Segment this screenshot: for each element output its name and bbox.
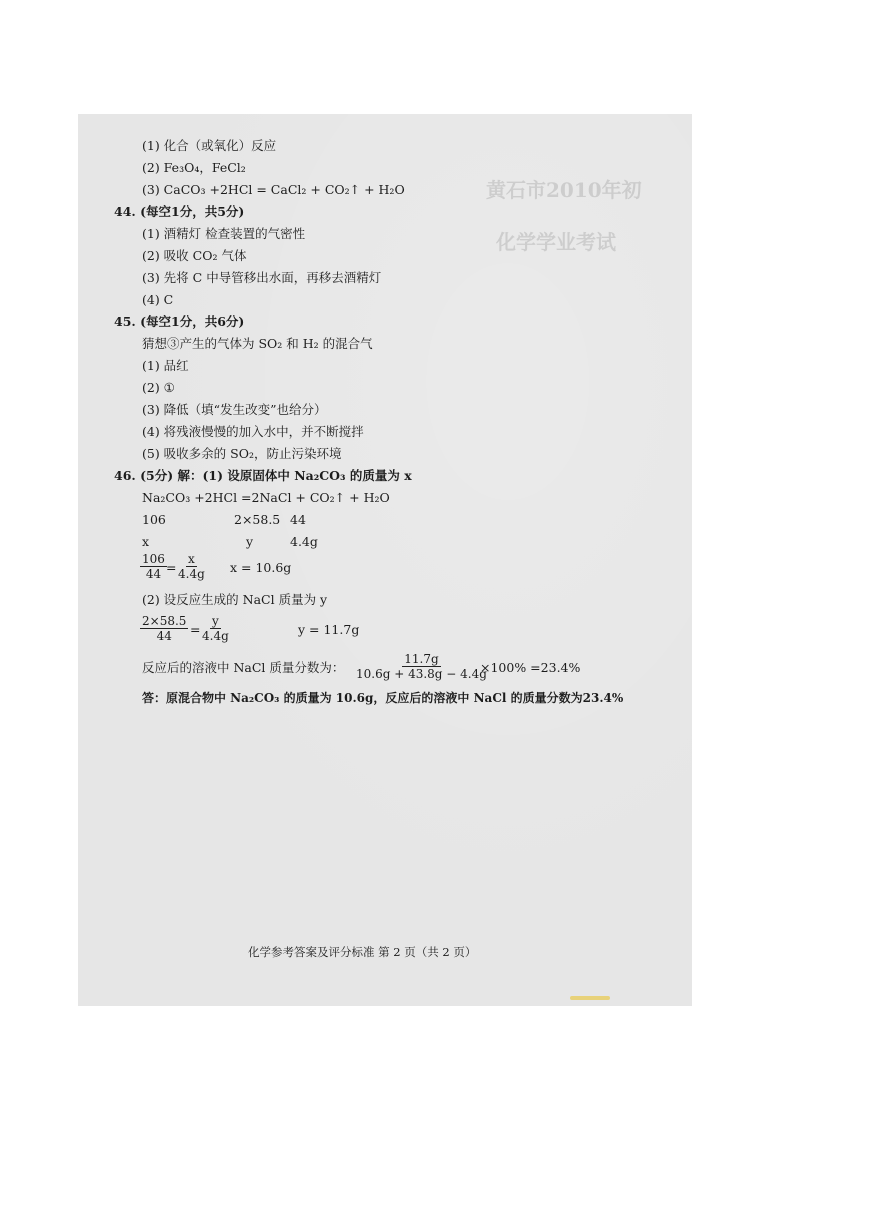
fraction-106-44 [140,552,167,581]
fraction-x-4.4g [176,552,207,581]
ratio-row1-col1: 106 [142,512,166,527]
question-45-heading: 45. (每空1分，共6分) [114,314,245,329]
answer-43-1: (1) 化合（或氧化）反应 [142,138,277,153]
fraction-denominator: 4.4g [178,567,205,581]
answer-44-4: (4) C [142,292,174,307]
ratio-row2-col1: x [142,534,150,549]
answer-46-2-setup: (2) 设反应生成的 NaCl 质量为 y [142,592,328,607]
equals-sign: = [166,560,177,575]
result-x: x = 10.6g [230,560,292,575]
fraction-numerator: 106 [142,552,165,566]
answer-45-4: (4) 将残液慢慢的加入水中，并不断搅拌 [142,424,364,439]
answer-43-3: (3) CaCO₃ +2HCl = CaCl₂ + CO₂↑ + H₂O [142,182,405,197]
page-footer: 化学参考答案及评分标准 第 2 页（共 2 页） [248,945,477,959]
ratio-row2-col2: y [246,534,254,549]
fraction-denominator: 44 [145,567,162,581]
final-answer: 答：原混合物中 Na₂CO₃ 的质量为 10.6g，反应后的溶液中 NaCl 的质量分数为23.4% [142,691,624,705]
fraction-denominator: 10.6g + 43.8g − 4.4g [356,667,487,681]
equals-sign: = [190,622,201,637]
scanned-answer-page [78,114,692,1006]
reaction-equation: Na₂CO₃ +2HCl =2NaCl + CO₂↑ + H₂O [142,490,390,505]
fraction-denominator: 44 [156,629,172,643]
answer-44-2: (2) 吸收 CO₂ 气体 [142,248,247,263]
answer-45-5: (5) 吸收多余的 SO₂，防止污染环境 [142,446,342,461]
fraction-numerator: 2×58.5 [142,614,187,628]
mass-fraction-label: 反应后的溶液中 NaCl 质量分数为： [142,660,345,675]
ratio-row2-col3: 4.4g [290,534,318,549]
answer-45-hypothesis: 猜想③产生的气体为 SO₂ 和 H₂ 的混合气 [142,336,373,351]
fraction-numerator: x [187,552,195,566]
fraction-mass-percent [354,652,489,681]
mass-fraction-result: ×100% =23.4% [480,660,581,675]
fraction-117-44 [140,614,188,643]
result-y: y = 11.7g [298,622,360,637]
answer-45-3: (3) 降低（填“发生改变”也给分） [142,402,327,417]
answer-44-1: (1) 酒精灯 检查装置的气密性 [142,226,306,241]
ratio-row1-col3: 44 [290,512,306,527]
answer-43-2: (2) Fe₃O₄，FeCl₂ [142,160,246,175]
fraction-denominator: 4.4g [202,629,229,643]
question-46-heading: 46. (5分) 解：(1) 设原固体中 Na₂CO₃ 的质量为 x [114,468,412,483]
fraction-numerator: 11.7g [404,652,439,666]
ratio-row1-col2: 2×58.5 [234,512,281,527]
answer-45-1: (1) 品红 [142,358,189,373]
fraction-numerator: y [211,614,219,628]
answer-44-3: (3) 先将 C 中导管移出水面，再移去酒精灯 [142,270,382,285]
answer-45-2: (2) ① [142,380,175,395]
bleed-title-2: 化学学业考试 [496,230,616,254]
fraction-y-4.4g [200,614,231,643]
bleed-title-1: 黄石市2010年初 [486,178,642,202]
question-44-heading: 44. (每空1分，共5分) [114,204,245,219]
scan-stain [570,996,610,1000]
